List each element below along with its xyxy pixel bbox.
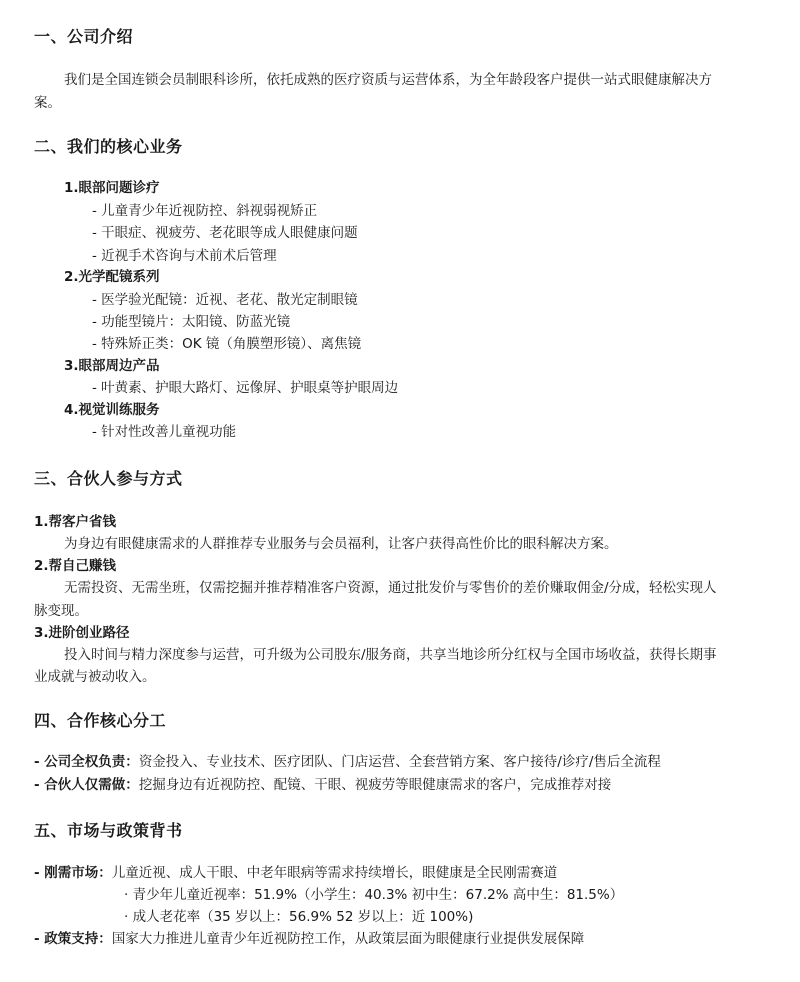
market-policy-label: - 政策支持：: [34, 931, 112, 947]
division-text: 挖掘身边有近视防控、配镜、干眼、视疲劳等眼健康需求的客户，完成推荐对接: [138, 777, 612, 793]
section-heading-partner: 三、合伙人参与方式: [34, 469, 183, 488]
division-text: 资金投入、专业技术、医疗团队、门店运营、全套营销方案、客户接待/诊疗/售后全流程: [138, 754, 661, 770]
division-row: [34, 773, 611, 797]
business-item: - 近视手术咨询与术前术后管理: [92, 248, 277, 264]
intro-text-line1: 我们是全国连锁会员制眼科诊所，依托成熟的医疗资质与运营体系，为全年龄段客户提供一站式眼健康解决方: [64, 72, 712, 88]
business-item: - 功能型镜片：太阳镜、防蓝光镜: [92, 314, 291, 330]
division-row: [34, 750, 661, 774]
partner-item-title: 2.帮自己赚钱: [34, 558, 117, 574]
intro-text-line2: 案。: [34, 95, 61, 111]
partner-item-text-cont: 脉变现。: [34, 603, 88, 619]
partner-item-text: 无需投资、无需坐班，仅需挖掘并推荐精准客户资源，通过批发价与零售价的差价赚取佣金/分成，轻松实现人: [64, 580, 717, 596]
business-item: - 特殊矫正类：OK 镜（角膜塑形镜）、离焦镜: [92, 336, 362, 352]
section-heading-business: 二、我们的核心业务: [34, 137, 183, 156]
business-group-title: 2.光学配镜系列: [64, 269, 160, 285]
business-group-title: 3.眼部周边产品: [64, 358, 160, 374]
market-policy-text: 国家大力推进儿童青少年近视防控工作，从政策层面为眼健康行业提供发展保障: [111, 931, 585, 947]
partner-item-text-cont: 业成就与被动收入。: [34, 669, 156, 685]
division-label: - 公司全权负责：: [34, 754, 139, 770]
market-stat-myopia: · 青少年儿童近视率：51.9%（小学生：40.3% 初中生：67.2% 高中生：81.5%）: [124, 887, 624, 903]
business-item: - 儿童青少年近视防控、斜视弱视矫正: [92, 203, 318, 219]
market-policy-row: [34, 927, 584, 951]
business-item: - 针对性改善儿童视功能: [92, 424, 237, 440]
partner-item-text: 投入时间与精力深度参与运营，可升级为公司股东/服务商，共享当地诊所分红权与全国市场收益，获得长期事: [64, 647, 717, 663]
section-heading-market: 五、市场与政策背书: [34, 821, 183, 840]
business-group-title: 4.视觉训练服务: [64, 402, 160, 418]
market-demand-text: 儿童近视、成人干眼、中老年眼病等需求持续增长，眼健康是全民刚需赛道: [111, 865, 558, 881]
partner-item-text: 为身边有眼健康需求的人群推荐专业服务与会员福利，让客户获得高性价比的眼科解决方案。: [64, 536, 618, 552]
business-group-title: 1.眼部问题诊疗: [64, 180, 160, 196]
market-demand-label: - 刚需市场：: [34, 865, 112, 881]
business-item: - 干眼症、视疲劳、老花眼等成人眼健康问题: [92, 225, 358, 241]
business-item: - 医学验光配镜：近视、老花、散光定制眼镜: [92, 292, 358, 308]
partner-item-title: 1.帮客户省钱: [34, 514, 117, 530]
market-demand-row: [34, 861, 557, 885]
division-label: - 合伙人仅需做：: [34, 777, 139, 793]
business-item: - 叶黄素、护眼大路灯、远像屏、护眼桌等护眼周边: [92, 380, 399, 396]
section-heading-division: 四、合作核心分工: [34, 711, 167, 730]
section-heading-intro: 一、公司介绍: [34, 27, 134, 46]
partner-item-title: 3.进阶创业路径: [34, 625, 130, 641]
market-stat-presbyopia: · 成人老花率（35 岁以上：56.9% 52 岁以上：近 100%): [124, 909, 474, 925]
